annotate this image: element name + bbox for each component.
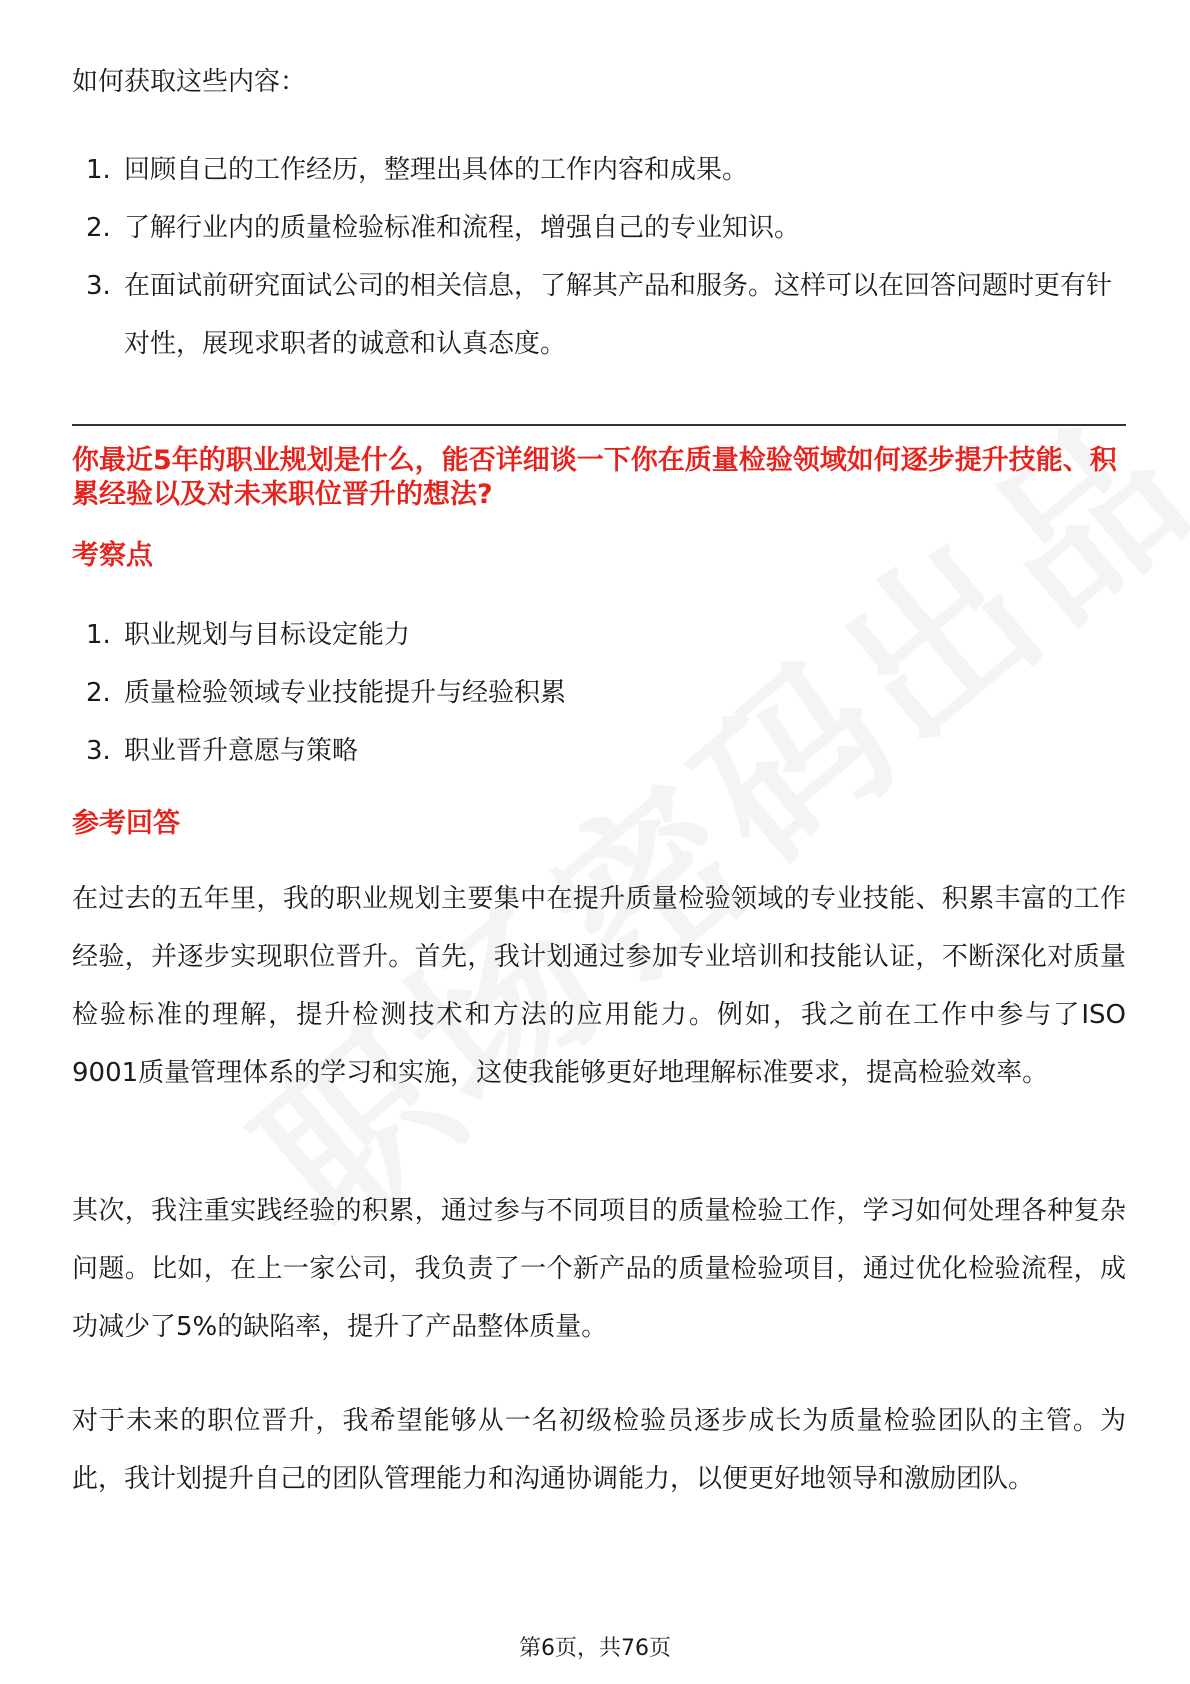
intro-text: 如何获取这些内容： [72, 67, 307, 97]
list-number: 1. [86, 155, 111, 185]
list-item [72, 606, 1126, 664]
question-heading: 你最近5年的职业规划是什么，能否详细谈一下你在质量检验领域如何逐步提升技能、积累经验以及对未来职位晋升的想法? [72, 445, 1117, 510]
answer-paragraph: 对于未来的职位晋升，我希望能够从一名初级检验员逐步成长为质量检验团队的主管。为此，我计划提升自己的团队管理能力和沟通协调能力，以便更好地领导和激励团队。 [72, 1406, 1126, 1494]
list-item-text: 质量检验领域专业技能提升与经验积累 [124, 678, 567, 708]
list-item-text: 职业规划与目标设定能力 [124, 620, 411, 650]
focus-heading: 考察点 [72, 540, 153, 571]
list-item-text: 职业晋升意愿与策略 [124, 736, 359, 766]
list-item [72, 722, 1126, 780]
list-number: 3. [86, 271, 111, 301]
list-number: 2. [86, 678, 111, 708]
list-item [72, 664, 1126, 722]
page-number: 第6页，共76页 [519, 1636, 671, 1661]
section-divider [72, 424, 1126, 426]
list-item-text: 了解行业内的质量检验标准和流程，增强自己的专业知识。 [124, 213, 801, 243]
answer-heading: 参考回答 [72, 808, 180, 839]
answer-paragraph: 其次，我注重实践经验的积累，通过参与不同项目的质量检验工作，学习如何处理各种复杂问题。比如，在上一家公司，我负责了一个新产品的质量检验项目，通过优化检验流程，成功减少了5%的缺陷率，提升了产品整体质量。 [72, 1196, 1126, 1342]
list-number: 3. [86, 736, 111, 766]
list-item-text: 回顾自己的工作经历，整理出具体的工作内容和成果。 [124, 155, 749, 185]
answer-paragraph: 在过去的五年里，我的职业规划主要集中在提升质量检验领域的专业技能、积累丰富的工作经验，并逐步实现职位晋升。首先，我计划通过参加专业培训和技能认证，不断深化对质量检验标准的理解，提升检测技术和方法的应用能力。例如，我之前在工作中参与了ISO 9001质量管理体系的学习和实施，这使我能够更好地理解标准要求，提高检验效率。 [72, 884, 1126, 1088]
tips-list [72, 141, 1126, 373]
list-item [72, 141, 1126, 199]
list-number: 1. [86, 620, 111, 650]
list-item [72, 199, 1126, 257]
focus-list [72, 606, 1126, 780]
list-item [72, 257, 1126, 373]
list-number: 2. [86, 213, 111, 243]
list-item-text: 在面试前研究面试公司的相关信息，了解其产品和服务。这样可以在回答问题时更有针对性，展现求职者的诚意和认真态度。 [124, 271, 1113, 359]
